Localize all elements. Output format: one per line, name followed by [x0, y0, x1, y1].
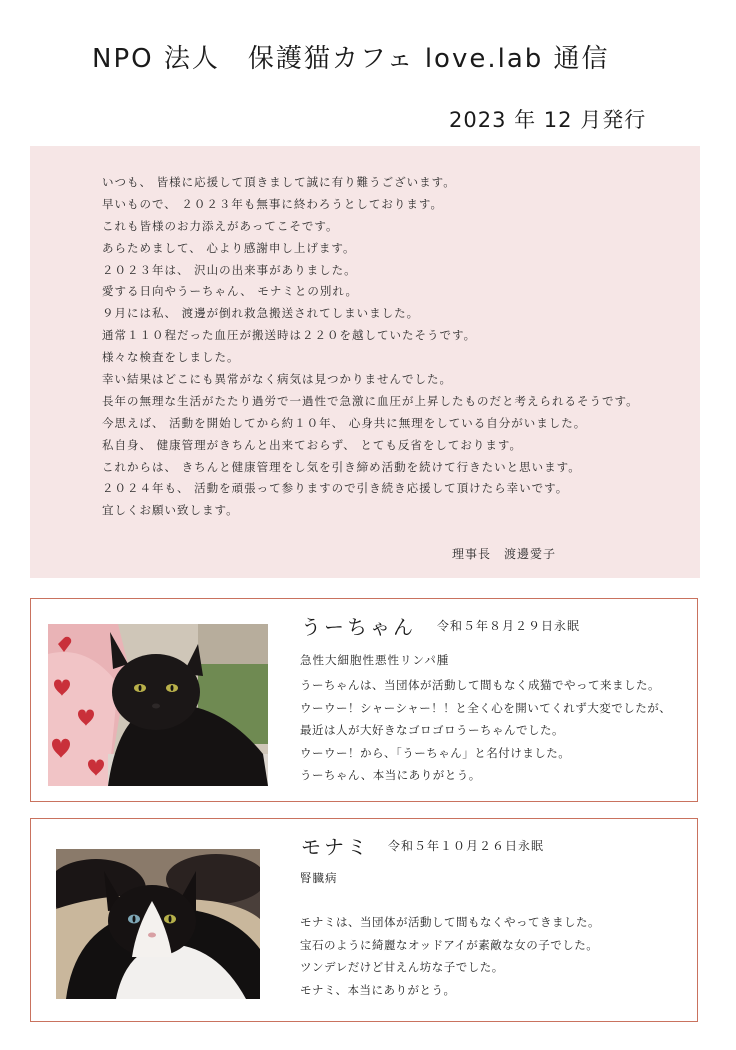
- letter-signature: 理事長 渡邊愛子: [452, 547, 557, 561]
- issue-date: 2023 年 12 月発行: [449, 108, 647, 132]
- letter-line: 通常１１０程だった血圧が搬送時は２２０を越していたそうです。: [102, 328, 477, 343]
- letter-line: いつも、 皆様に応援して頂きまして誠に有り難うございます。: [102, 175, 456, 189]
- letter-line: これも皆様のお力添えがあってこそです。: [102, 218, 339, 233]
- letter-body: [102, 172, 639, 522]
- cause-of-death: 急性大細胞性悪性リンパ腫: [300, 653, 450, 667]
- letter-line: 私自身、 健康管理がきちんと出来ておらず、 とても反省をしております。: [102, 437, 522, 452]
- tuxedo-cat-photo: [56, 849, 260, 999]
- letter-line: 愛する日向やうーちゃん、 モナミとの別れ。: [102, 284, 359, 299]
- passing-date: 令和５年１０月２６日永眠: [388, 839, 545, 853]
- description-line: 宝石のように綺麗なオッドアイが素敵な女の子でした。: [300, 937, 599, 952]
- letter-line: あらためまして、 心より感謝申し上げます。: [102, 240, 356, 255]
- letter-line: 様々な検査をしました。: [102, 350, 240, 365]
- description-line: 最近は人が大好きなゴロゴロうーちゃんでした。: [300, 723, 564, 737]
- letter-line: ９月には私、 渡邊が倒れ救急搬送されてしまいました。: [102, 306, 420, 321]
- letter-line: 早いもので、 ２０２３年も無事に終わろうとしております。: [102, 196, 444, 211]
- letter-line: ２０２３年は、 沢山の出来事がありました。: [102, 262, 357, 277]
- passing-date: 令和５年８月２９日永眠: [437, 619, 581, 633]
- description-line: モナミは、当団体が活動して間もなくやってきました。: [300, 915, 600, 929]
- memorial-card-monami: [30, 818, 698, 1022]
- cause-of-death: 腎臓病: [300, 871, 338, 885]
- letter-line: 今思えば、 活動を開始してから約１０年、 心身共に無理をしている自分がいました。: [102, 415, 587, 430]
- letter-line: 幸い結果はどこにも異常がなく病気は見つかりませんでした。: [102, 372, 452, 387]
- description-line: モナミ、本当にありがとう。: [300, 982, 456, 997]
- description-line: ウーウー！から、「うーちゃん」と名付けました。: [300, 745, 571, 760]
- letter-line: ２０２４年も、 活動を頑張って参りますので引き続き応援して頂けたら幸いです。: [102, 481, 569, 496]
- description-line: うーちゃん、本当にありがとう。: [300, 768, 481, 782]
- memorial-card-uuchan: [30, 598, 698, 802]
- letter-line: 長年の無理な生活がたたり過労で一過性で急激に血圧が上昇したものだと考えられるそうです。: [102, 393, 639, 408]
- letter-line: 宜しくお願い致します。: [102, 503, 239, 518]
- letter-line: これからは、 きちんと健康管理をし気を引き締め活動を続けて行きたいと思います。: [102, 459, 581, 474]
- chairperson-letter: [30, 146, 700, 578]
- cat-name: うーちゃん: [301, 615, 416, 639]
- newsletter-title: NPO 法人 保護猫カフェ love.lab 通信: [92, 44, 610, 74]
- description-line: うーちゃんは、当団体が活動して間もなく成猫でやって来ました。: [300, 678, 660, 692]
- description-line: ウーウー！シャーシャー！！と全く心を開いてくれず大変でしたが、: [300, 700, 672, 715]
- description-line: ツンデレだけど甘えん坊な子でした。: [300, 960, 504, 974]
- cat-description: [300, 911, 600, 1001]
- black-cat-photo: [48, 624, 268, 786]
- cat-name: モナミ: [301, 835, 370, 859]
- cat-description: [300, 674, 671, 787]
